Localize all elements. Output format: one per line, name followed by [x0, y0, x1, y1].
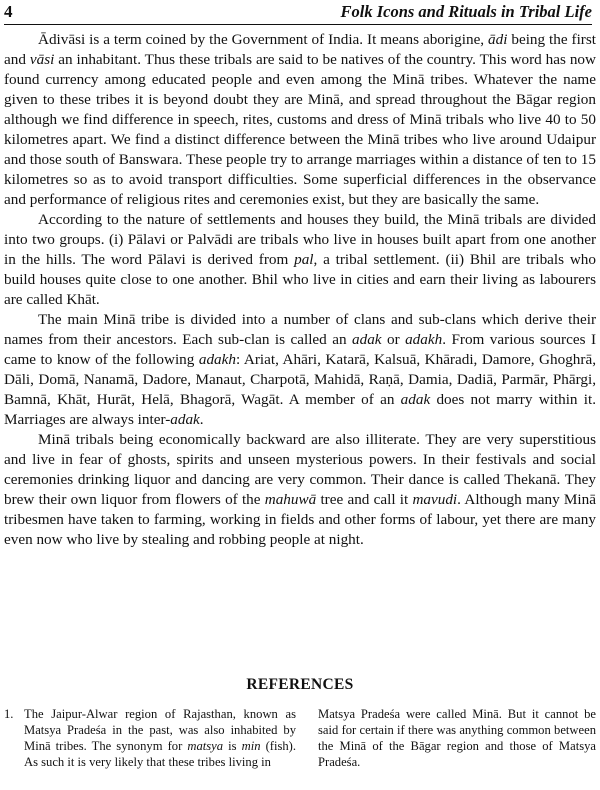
reference-column-left: [4, 706, 296, 770]
italic-term: mahuwā: [264, 491, 317, 508]
paragraph: According to the nature of settlements and houses they build, the Minā tribals are divided into two groups. (i) Pālavi or Palvādi are tribals who live in houses built apart from one another in the hills. The word Pālavi is derived from pal, a tribal settlement. (ii) Bhil are tribals who build houses quite close to one another. Bhil who live in cities and earn their living as labourers are called Khāt.: [4, 211, 596, 308]
italic-term: adakh: [198, 351, 236, 368]
reference-text-right: Matsya Pradeśa were called Minā. But it cannot be said for certain if there was anything common between the Minā of the Bāgar region and those of Matsya Pradeśa.: [318, 707, 596, 769]
references-heading: REFERENCES: [246, 676, 354, 693]
page-number: 4: [4, 2, 13, 21]
reference-number: 1.: [4, 707, 14, 721]
italic-term: ādi: [488, 31, 508, 48]
paragraph: Ādivāsi is a term coined by the Government of India. It means aborigine, ādi being the first and vāsi an inhabitant. Thus these tribals are said to be natives of the country. This word has now found currency among educated people and even among the Minā tribes. Whatever the name given to these tribes it is beyond doubt they are Minā, and spread throughout the Bāgar region although we find difference in speech, rites, customs and dress of Minā tribals who live 40 to 50 kilometres apart. We find a distinct difference between the Minā tribes who live around Udaipur and those south of Banswara. These people try to arrange marriages within a distance of ten to 15 kilometres so as to avoid transport difficulties. Some superficial differences in the observance and performance of religious rites and ceremonies exist, but they are basically the same.: [4, 31, 596, 208]
italic-term: adak: [170, 411, 200, 428]
italic-term: min: [241, 739, 261, 753]
body-text: [4, 30, 596, 550]
page-header: [4, 2, 592, 25]
italic-term: pal: [294, 251, 314, 268]
italic-term: matsya: [187, 739, 224, 753]
italic-term: adak: [352, 331, 382, 348]
running-title: Folk Icons and Rituals in Tribal Life: [340, 2, 592, 21]
italic-term: adak: [400, 391, 431, 408]
italic-term: mavudi: [412, 491, 458, 508]
reference-text-left: The Jaipur-Alwar region of Rajasthan, known as Matsya Pradeśa in the past, was also inhabited by Minā tribes. The synonym for matsya is min (fish). As such it is very likely that these tribes living in: [24, 707, 297, 769]
paragraph: Minā tribals being economically backward are also illiterate. They are very superstitious and live in fear of ghosts, spirits and unseen mysterious powers. In their festivals and social ceremonies drinking liquor and dancing are very common. Their dance is called Thekanā. They brew their own liquor from flowers of the mahuwā tree and call it mavudi. Although many Minā tribesmen have taken to farming, working in fields and other forms of labour, yet there are many even now who live by stealing and robbing people at night.: [4, 431, 596, 548]
paragraph: The main Minā tribe is divided into a number of clans and sub-clans which derive their names from their ancestors. Each sub-clan is called an adak or adakh. From various sources I came to know of the following adakh: Ariat, Ahāri, Katarā, Kalsuā, Khāradi, Damore, Ghoghrā, Dāli, Domā, Nanamā, Dadore, Manaut, Charpotā, Mahidā, Raṇā, Damia, Dadiā, Parmār, Phārgi, Bamnā, Khāt, Hurāt, Helā, Bhagorā, Wagāt. A member of an adak does not marry within it. Marriages are always inter-adak.: [4, 311, 597, 428]
italic-term: adakh: [405, 331, 443, 348]
italic-term: vāsi: [29, 51, 55, 68]
